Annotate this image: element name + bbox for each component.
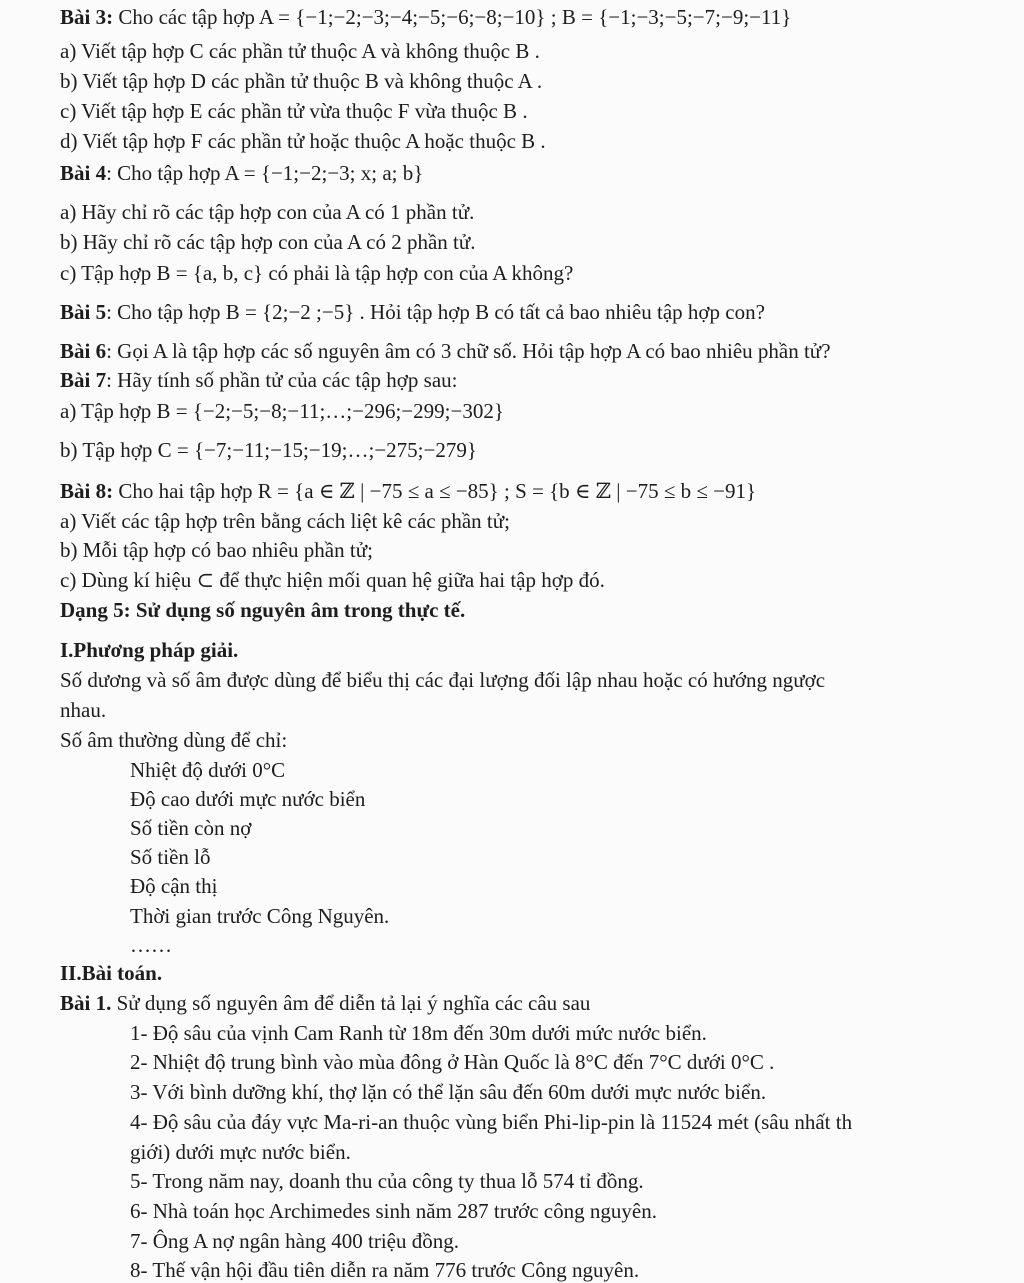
document-line: Số âm thường dùng để chỉ: bbox=[60, 728, 288, 752]
document-line: 4- Độ sâu của đáy vực Ma-ri-an thuộc vùng biển Phi-lip-pin là 11524 mét (sâu nhất th bbox=[130, 1110, 853, 1134]
document-line: Số tiền còn nợ bbox=[130, 816, 252, 840]
document-line: c) Tập hợp B = {a, b, c} có phải là tập hợp con của A không? bbox=[60, 261, 574, 285]
document-line: Số dương và số âm được dùng để biểu thị các đại lượng đối lập nhau hoặc có hướng ngược bbox=[60, 668, 826, 692]
document-line: 8- Thế vận hội đầu tiên diễn ra năm 776 trước Công nguyên. bbox=[130, 1258, 640, 1282]
document-line: d) Viết tập hợp F các phần tử hoặc thuộc A hoặc thuộc B . bbox=[60, 129, 546, 153]
document-line: Bài 6: Gọi A là tập hợp các số nguyên âm có 3 chữ số. Hỏi tập hợp A có bao nhiêu phần tử? bbox=[60, 339, 831, 363]
document-line: a) Hãy chỉ rõ các tập hợp con của A có 1 phần tử. bbox=[60, 200, 475, 224]
document-line: I.Phương pháp giải. bbox=[60, 638, 239, 662]
document-line: Bài 5: Cho tập hợp B = {2;−2 ;−5} . Hỏi tập hợp B có tất cả bao nhiêu tập hợp con? bbox=[60, 300, 765, 324]
document-line: a) Viết các tập hợp trên bằng cách liệt kê các phần tử; bbox=[60, 509, 510, 533]
document-line: Thời gian trước Công Nguyên. bbox=[130, 904, 390, 928]
document-line: Bài 7: Hãy tính số phần tử của các tập hợp sau: bbox=[60, 368, 458, 392]
document-line: Dạng 5: Sử dụng số nguyên âm trong thực tế. bbox=[60, 598, 466, 622]
document-line: c) Viết tập hợp E các phần tử vừa thuộc F vừa thuộc B . bbox=[60, 99, 528, 123]
document-line: Độ cao dưới mực nước biển bbox=[130, 787, 366, 811]
document-line: II.Bài toán. bbox=[60, 961, 163, 985]
document-line: a) Tập hợp B = {−2;−5;−8;−11;…;−296;−299;−302} bbox=[60, 399, 504, 423]
document-line: b) Mỗi tập hợp có bao nhiêu phần tử; bbox=[60, 538, 373, 562]
document-line: Bài 8: Cho hai tập hợp R = {a ∈ ℤ | −75 ≤ a ≤ −85} ; S = {b ∈ ℤ | −75 ≤ b ≤ −91} bbox=[60, 479, 757, 503]
document-line: Số tiền lỗ bbox=[130, 845, 211, 869]
document-line: Bài 4: Cho tập hợp A = {−1;−2;−3; x; a; b} bbox=[60, 161, 424, 185]
document-line: …… bbox=[130, 933, 172, 957]
document-line: Bài 3: Cho các tập hợp A = {−1;−2;−3;−4;−5;−6;−8;−10} ; B = {−1;−3;−5;−7;−9;−11} bbox=[60, 5, 792, 29]
document-line: Bài 1. Sử dụng số nguyên âm để diễn tả lại ý nghĩa các câu sau bbox=[60, 991, 591, 1015]
document-line: Độ cận thị bbox=[130, 874, 218, 898]
document-line: nhau. bbox=[60, 698, 107, 722]
document-line: b) Viết tập hợp D các phần tử thuộc B và không thuộc A . bbox=[60, 69, 543, 93]
document-line: 2- Nhiệt độ trung bình vào mùa đông ở Hàn Quốc là 8°C đến 7°C dưới 0°C . bbox=[130, 1050, 775, 1074]
document-line: 3- Với bình dưỡng khí, thợ lặn có thể lặn sâu đến 60m dưới mực nước biển. bbox=[130, 1080, 767, 1104]
document-line: b) Hãy chỉ rõ các tập hợp con của A có 2 phần tử. bbox=[60, 230, 476, 254]
document-line: Nhiệt độ dưới 0°C bbox=[130, 758, 286, 782]
document-line: c) Dùng kí hiệu ⊂ để thực hiện mối quan hệ giữa hai tập hợp đó. bbox=[60, 568, 605, 592]
document-line: b) Tập hợp C = {−7;−11;−15;−19;…;−275;−279} bbox=[60, 438, 477, 462]
document-line: 6- Nhà toán học Archimedes sinh năm 287 trước công nguyên. bbox=[130, 1199, 657, 1223]
document-line: giới) dưới mực nước biển. bbox=[130, 1140, 351, 1164]
document-line: 1- Độ sâu của vịnh Cam Ranh từ 18m đến 30m dưới mức nước biển. bbox=[130, 1021, 707, 1045]
document-line: 7- Ông A nợ ngân hàng 400 triệu đồng. bbox=[130, 1229, 459, 1253]
document-line: 5- Trong năm nay, doanh thu của công ty thua lỗ 574 tỉ đồng. bbox=[130, 1169, 644, 1193]
document-line: a) Viết tập hợp C các phần tử thuộc A và không thuộc B . bbox=[60, 39, 540, 63]
